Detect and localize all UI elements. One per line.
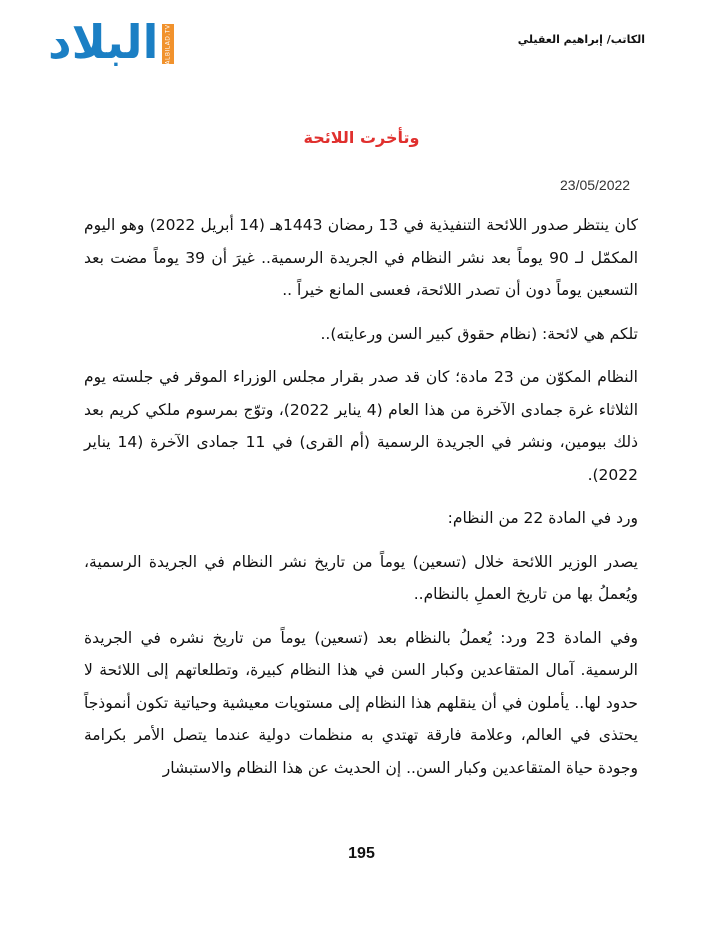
author-name: الكاتب/ إبراهيم العقيلي <box>517 33 645 46</box>
logo-wordmark: البلاد <box>48 15 159 69</box>
paragraph: كان ينتظر صدور اللائحة التنفيذية في 13 رمضان 1443هـ (14 أبريل 2022) وهو اليوم المكمّل لـ 90 يوماً بعد نشر النظام في الجريدة الرسمية.. غيرَ أن 39 يوماً مضت بعد التسعين يوماً دون أن تصدر اللائحة، فعسى المانع خيراً .. <box>84 216 638 299</box>
article-date: 23/05/2022 <box>560 177 631 193</box>
paragraph: ورد في المادة 22 من النظام: <box>447 509 638 527</box>
paragraph: النظام المكوّن من 23 مادة؛ كان قد صدر بقرار مجلس الوزراء الموقر في جلسته يوم الثلاثاء غرة جمادى الآخرة من هذا العام (4 يناير 2022)، وتوّج بمرسوم ملكي كريم بعد ذلك بيومين، ونشر في الجريدة الرسمية (أم القرى) في 11 جمادى الآخرة (14 يناير 2022). <box>84 368 639 484</box>
logo-tag <box>162 24 174 64</box>
paragraph: تلكم هي لائحة: (نظام حقوق كبير السن ورعايته).. <box>320 324 638 343</box>
page-number: 195 <box>348 845 375 862</box>
albilad-logo <box>48 15 176 69</box>
article-title: وتأخرت اللائحة <box>303 128 420 147</box>
paragraph: يصدر الوزير اللائحة خلال (تسعين) يوماً من تاريخ نشر النظام في الجريدة الرسمية، ويُعملُ بها من تاريخ العملِ بالنظام.. <box>84 552 638 603</box>
logo-tag-text: ALBILAD.TV <box>164 24 172 64</box>
article-body <box>84 209 638 795</box>
paragraph: وفي المادة 23 ورد: يُعملُ بالنظام بعد (تسعين) يوماً من تاريخ نشره في الجريدة الرسمية. آمال المتقاعدين وكبار السن في هذا النظام كبيرة، وتطلعاتهم إلى اللائحة لا حدود لها.. يأملون في أن ينقلهم هذا النظام إلى مستويات معيشية وحياتية تكون أنموذجاً يحتذى في العالم، وعلامة فارقة تهتدي به منظمات دولية عندما يتصل الأمر بكرامة وجودة حياة المتقاعدين وكبار السن.. إن الحديث عن هذا النظام والاستبشار <box>84 628 638 777</box>
